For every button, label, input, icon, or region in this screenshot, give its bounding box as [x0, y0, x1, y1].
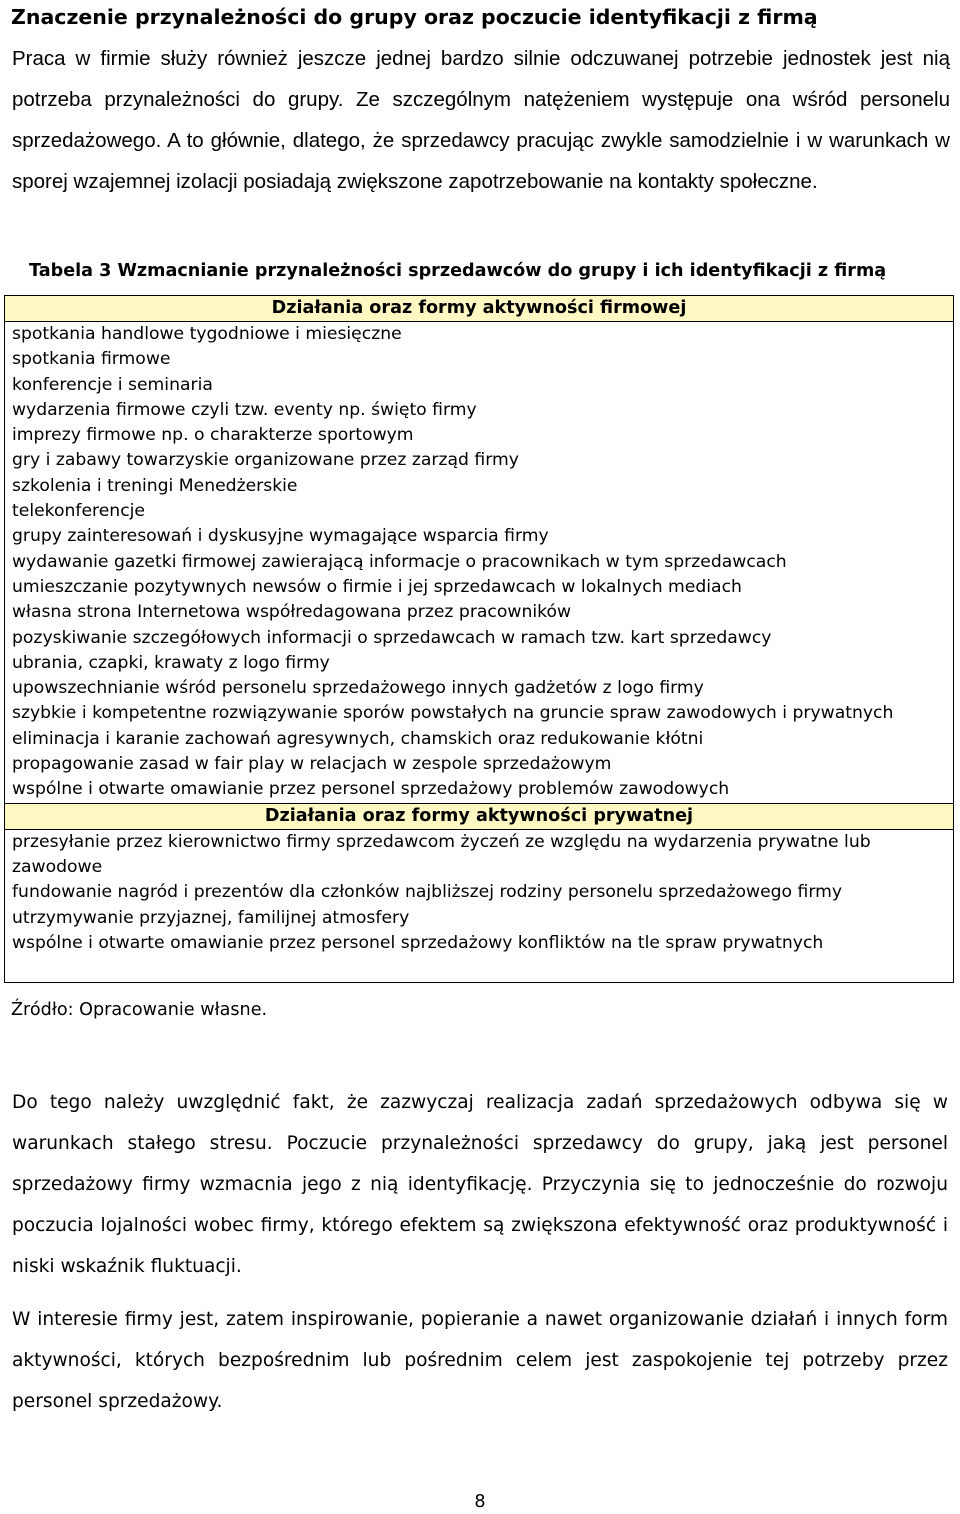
table-row: szkolenia i treningi Menedżerskie — [12, 475, 298, 496]
body-paragraph: W interesie firmy jest, zatem inspirowanie, popieranie a nawet organizowanie działań i innych form aktywności, których bezpośrednim lub pośrednim celem jest zaspokojenie tej potrzeby przez personel sprzedażowy. — [12, 1309, 948, 1412]
table-row: imprezy firmowe np. o charakterze sportowym — [12, 425, 414, 446]
table-row: ubrania, czapki, krawaty z logo firmy — [12, 652, 330, 673]
private-activities-header: Działania oraz formy aktywności prywatnej — [5, 803, 953, 830]
table-row: umieszczanie pozytywnych newsów o firmie i jej sprzedawcach w lokalnych mediach — [12, 576, 742, 597]
table-row: propagowanie zasad w fair play w relacjach w zespole sprzedażowym — [12, 754, 612, 775]
table-row: telekonferencje — [12, 501, 145, 522]
table-row: wydarzenia firmowe czyli tzw. eventy np. święto firmy — [12, 399, 477, 420]
table-source: Źródło: Opracowanie własne. — [11, 1000, 268, 1020]
table-row: utrzymywanie przyjaznej, familijnej atmosfery — [12, 907, 410, 928]
table-row: wydawanie gazetki firmowej zawierającą informacje o pracownikach w tym sprzedawcach — [12, 551, 787, 572]
table-row: wspólne i otwarte omawianie przez personel sprzedażowy problemów zawodowych — [12, 779, 730, 800]
body-paragraph: Do tego należy uwzględnić fakt, że zazwyczaj realizacja zadań sprzedażowych odbywa się w warunkach stałego stresu. Poczucie przynależności sprzedawcy do grupy, jaką jest personel sprzedażowy firmy wzmacnia jego z nią identyfikację. Przyczynia się to jednocześnie do rozwoju poczucia lojalności wobec firmy, którego efektem są zwiększona efektywność oraz produktywność i niski wskaźnik fluktuacji. — [12, 1092, 948, 1277]
activities-table — [4, 295, 954, 983]
table-row: upowszechnianie wśród personelu sprzedażowego innych gadżetów z logo firmy — [12, 678, 704, 699]
table-row: własna strona Internetowa współredagowana przez pracowników — [12, 602, 572, 623]
table-caption: Tabela 3 Wzmacnianie przynależności sprzedawców do grupy i ich identyfikacji z firmą — [29, 261, 887, 281]
table-row: eliminacja i karanie zachowań agresywnych, chamskich oraz redukowanie kłótni — [12, 728, 704, 749]
table-row: wspólne i otwarte omawianie przez personel sprzedażowy konfliktów na tle spraw prywatnych — [12, 932, 824, 953]
private-activities-list — [5, 830, 953, 956]
table-row: przesyłanie przez kierownictwo firmy sprzedawcom życzeń ze względu na wydarzenia prywatne lub zawodowe — [12, 831, 871, 877]
section-heading: Znaczenie przynależności do grupy oraz poczucie identyfikacji z firmą — [11, 5, 818, 29]
table-row: gry i zabawy towarzyskie organizowane przez zarząd firmy — [12, 450, 519, 471]
intro-paragraph: Praca w firmie służy również jeszcze jednej bardzo silnie odczuwanej potrzebie jednostek jest nią potrzeba przynależności do grupy. Ze szczególnym natężeniem występuje ona wśród personelu sprzedażowego. A to głównie, dlatego, że sprzedawcy pracując zwykle samodzielnie i w warunkach w sporej wzajemnej izolacji posiadają zwiększone zapotrzebowanie na kontakty społeczne. — [12, 47, 950, 193]
company-activities-list — [5, 322, 953, 803]
table-row: szybkie i kompetentne rozwiązywanie sporów powstałych na gruncie spraw zawodowych i prywatnych — [12, 703, 894, 724]
table-row: pozyskiwanie szczegółowych informacji o sprzedawcach w ramach tzw. kart sprzedawcy — [12, 627, 772, 648]
table-row: fundowanie nagród i prezentów dla członków najbliższej rodziny personelu sprzedażowego firmy — [12, 882, 843, 903]
table-row: grupy zainteresowań i dyskusyjne wymagające wsparcia firmy — [12, 526, 549, 547]
table-row: konferencje i seminaria — [12, 374, 213, 395]
table-row: spotkania handlowe tygodniowe i miesięczne — [12, 324, 402, 344]
table-row: spotkania firmowe — [12, 349, 171, 370]
page-number: 8 — [474, 1492, 486, 1512]
company-activities-header: Działania oraz formy aktywności firmowej — [5, 296, 953, 322]
